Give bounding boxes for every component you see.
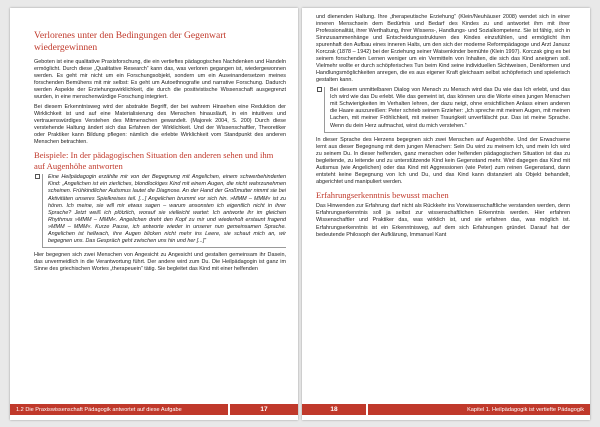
book-spread: [10, 8, 590, 420]
section-title: Verlorenes unter den Bedingungen der Gegenwart wiedergewinnen: [34, 30, 227, 53]
footer-chapter-label: Kapitel 1. Heilpädagogik ist vertiefte Pädagogik: [368, 404, 590, 415]
example-box: [324, 87, 570, 132]
subsection-title: Beispiele: In der pädagogischen Situation den anderen sehen und ihm auf Augenhöhe antworten: [34, 150, 274, 171]
paragraph: Das Hinwenden zur Erfahrung darf nicht als Rückkehr ins Vorwissenschaftliche verstanden werden, denn Erfahrungserkenntnis soll ja selbst zur wissenschaftlichen Erkenntnis werden. Hier erfahren Wissenschaftler und Praktiker das, was wirklich ist, und sie erfahren das, was möglich ist. Erfahrungserkenntnis ist ein Erkenntnisweg, auf dem sich Erfahrungen gründet. Darauf hat der bedeutende Philosoph der Aufklärung, Immanuel Kant: [316, 203, 570, 238]
square-bullet-icon: [317, 87, 322, 92]
page-number: 17: [230, 404, 298, 415]
subsection-title: Erfahrungserkenntnis bewusst machen: [316, 189, 449, 200]
right-page: [302, 8, 590, 420]
paragraph: Geboten ist eine qualitative Praxisforschung, die ein vertieftes pädagogisches Nachdenken und Handeln ermöglicht. Durch diese „Qualitative Research“ kann das, was verloren gegangen ist, wiedergewonnen werden. Es geht mir nicht um ein Forschungsobjekt, sondern um ein Auseinandersetzen meines forschenden Bemühens mit mir selbst: Es geht um Autoethnografie und narrative Forschung. Dadurch werden Aspekte der Erziehungswirklichkeit, die durch die positivistische Wissenschaft ausgegrenzt wurden, in eine menschenwürdige Forschung integriert.: [34, 59, 286, 101]
footer-section-label: 1.2 Die Praxiswissenschaft Pädagogik antwortet auf diese Aufgabe: [10, 404, 228, 415]
right-page-content: [316, 14, 570, 398]
paragraph: In dieser Sprache des Herzens begegnen sich zwei Menschen auf Augenhöhe. Und der Erwachsene lernt aus dieser Begegnung mit dem jungen Menschen: Sein Du wird zu meinem Ich, und mein Ich wird zu seinem Du. In dieser helfenden, ganz menschen oder helfenden pädagogischen Situation ist das zu begleitende, zu leitende und zu unterstützende Kind kein Gegenstand mehr. Wird dagegen das Kind mit Autismus (wie Angelichen) oder das Kind mit Aggressionen (wie Peter) zum reinen Gegenstand, dann entsteht keine Begegnung von Ich und Du, und das Kind kann distanziert als Objekt behandelt, abgerichtet und manipuliert werden.: [316, 136, 570, 185]
right-footer: [302, 404, 590, 415]
page-number: 18: [302, 404, 366, 415]
example-box: [42, 174, 286, 247]
paragraph: Hier begegnen sich zwei Menschen von Angesicht zu Angesicht und gestalten gemeinsam ihr Dasein, das unvermeidlich in die Verantwortung führt. Der andere wird zum Du. Die Heilpädagogin ist ganz im Sinne des griechischen Wortes „therapeuein“ tätig. Sie begleitet das Kind mit einer helfenden: [34, 251, 286, 272]
example-text: Eine Heilpädagogin erzählte mir von der Begegnung mit Angelichen, einem schwerbehinderten Kind: „Angelichen ist ein zierliches, blondlockiges Kind mit einem Augen, die nicht wahrzunehmen scheinen. Frühkindlicher Autismus lautet die Diagnose. An der Hand der Großmutter nimmt sie bei Aktivitäten unseres Spielkreises teil. [...] Angelichen brummt vor sich hin. »MMM – MMM« ist zu hören. Ich meine, sie will mir etwas sagen – warum ansonsten ich eigentlich nicht in ihrer Sprache? Jetzt weiß ich plötzlich, worauf sie vielleicht wartet: Ich antworte ihr im gleichen Rhythmus »MMM – MMM«. Angelichen dreht den Kopf zu mir und wiederholt erstaunt fragend »MMM – MMM«. Kurze Pause, ich antworte wieder in unserer nun gemeinsamen Sprache. Angelichen ist hellwach, ihre Augen blicken nicht mehr ins Leere, sie schaut mich an, wir begegnen uns. Das Gespräch geht zwischen uns hin und her [...]“: [48, 174, 286, 244]
example-text: Bei diesem unmittelbaren Dialog von Mensch zu Mensch wird das Du wie das Ich erlebt, und das Ich wird wie das Du erlebt. Wie das gemeint ist, das können uns die Worte eines jungen Menschen mit Schwierigkeiten im Verhalten lehren, der dazu neigt, ohne ersichtlichen Anlass einen anderen die Haare auszureißen: Peter schrieb seinem Erzieher: „Ich spreche mit meinen Augen, mit meinen Lachen, mit meiner Fröhlichkeit, mit meiner Traurigkeit unverfälscht pur. Das ist meine Sprache. Wenn du dein Herz aufmachst, wirst du mich verstehen.“: [330, 87, 570, 129]
left-page: [10, 8, 298, 420]
paragraph: Bei diesem Erkenntnisweg wird der abstrakte Begriff, der bei wahrem Hinsehen eine Reduktion der Wirklichkeit ist und auf eine Materialisierung des Menschen hinausläuft, in ein intuitives und vertrauenswürdiges Verstehen des Mitmenschen gewandelt. (Majorek 2004, S. 200) Durch diese verstehende Haltung ändert sich das Erfahren der Wirklichkeit. Und der Wissenschaftler, Theoretiker oder Praktiker kann Bildung pflegen: nämlich die erlebte Wirklichkeit vom Standpunkt des anderen Menschen betrachten.: [34, 104, 286, 146]
paragraph: und dienenden Haltung. Ihre „therapeutische Erziehung“ (Klein/Neuhäuser 2008) wendet sich in einer inneren Menschsein dem Bedürfnis und Bedarf des Kindes zu und antwortet ihm mit ihrer Professionalität, ihrer Werthaltung, ihrer Wissens-, Handlungs- und Sozialkompetenz. Sie ist fähig, sich in Sinnzusammenhänge und Entscheidungsstrukturen des Kindes einzufühlen, und ermöglicht ihm spurenhaft den Aufbau eines inneren Halts, um den sich der moderne Reformpädagoge und Arzt Janusz Korczak (1878 – 1942) bei der Erziehung seiner Waisenkinder bemühte (Klein 1997). Korczak ging es bei seinem forschenden Lernen weniger um ein Vermitteln von Inhalten, die sich das Kind aneignen soll. Vielmehr wollte er durch schöpferisches Tun beim Kind seine individuellen Sichtweisen, Denkformen und Handlungsmöglichkeiten anregen, die es aus eigener Kraft gleichsam selbst schöpferisch und spielerisch gestalten kann.: [316, 14, 570, 84]
left-page-content: [34, 30, 286, 398]
left-footer: [10, 404, 298, 415]
square-bullet-icon: [35, 174, 40, 179]
